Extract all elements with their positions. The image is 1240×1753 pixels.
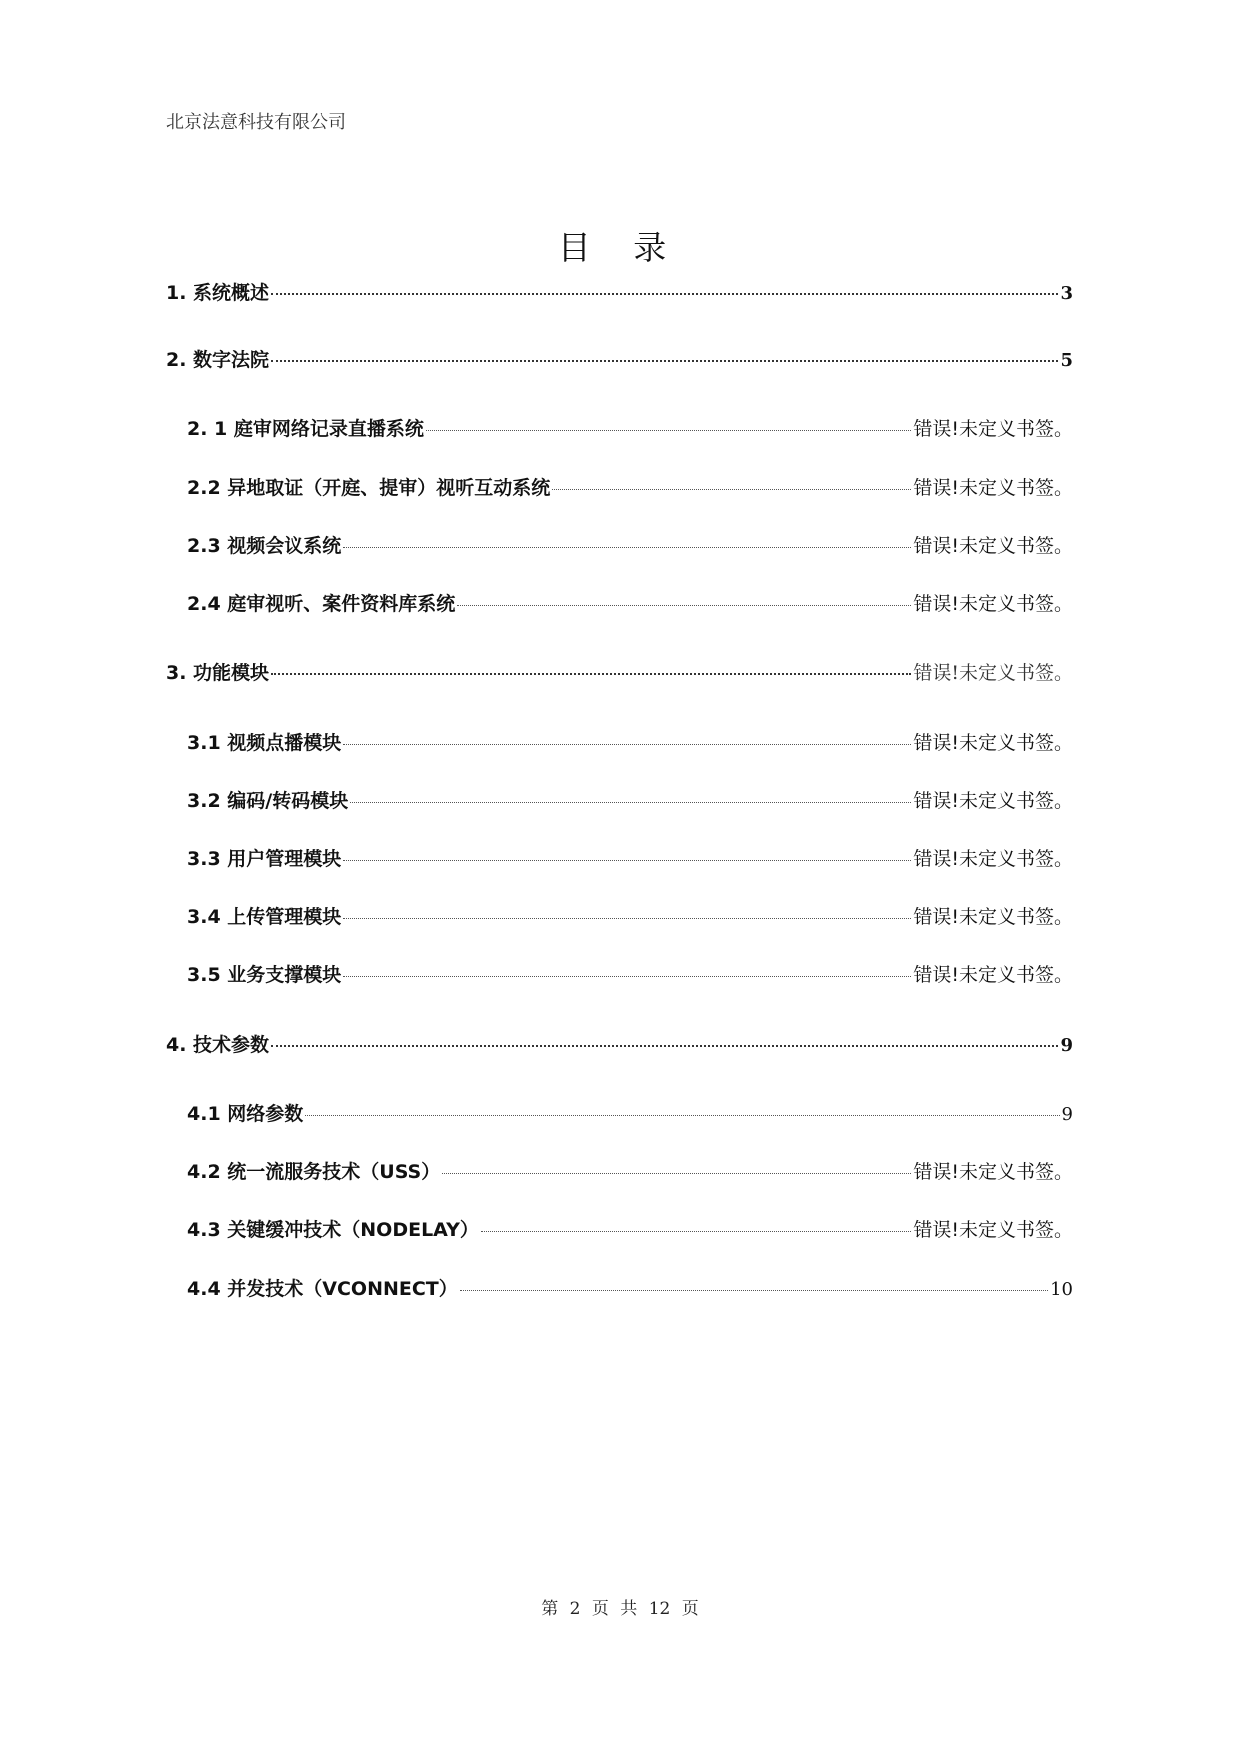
toc-entry-page: 错误!未定义书签。 (913, 418, 1073, 440)
toc-dot-leader (271, 673, 911, 675)
toc-entry-page: 错误!未定义书签。 (913, 593, 1073, 615)
toc-entry[interactable] (187, 414, 1073, 444)
toc-entry-label: 2. 1 庭审网络记录直播系统 (187, 418, 424, 440)
toc-title: 目 录 (557, 228, 683, 267)
toc-entry[interactable] (187, 589, 1073, 619)
toc-entry-label: 1. 系统概述 (166, 282, 270, 304)
toc-entry[interactable] (187, 473, 1073, 503)
toc-entry[interactable] (187, 1215, 1073, 1245)
toc-entry-page: 错误!未定义书签。 (913, 1161, 1073, 1183)
toc-entry-label: 4.4 并发技术（VCONNECT） (187, 1278, 458, 1300)
toc-dot-leader (442, 1173, 911, 1174)
toc-entry-page: 错误!未定义书签。 (913, 790, 1073, 812)
toc-entry-label: 3.3 用户管理模块 (187, 848, 342, 870)
toc-dot-leader (343, 918, 911, 919)
toc-entry-page: 错误!未定义书签。 (913, 906, 1073, 928)
toc-dot-leader (271, 1045, 1058, 1047)
toc-dot-leader (460, 1290, 1048, 1291)
toc-dot-leader (343, 744, 911, 745)
toc-entry-page: 5 (1060, 350, 1073, 371)
toc-dot-leader (343, 976, 911, 977)
toc-entry[interactable] (166, 345, 1073, 375)
toc-entry-label: 4.1 网络参数 (187, 1103, 304, 1125)
toc-entry-label: 4.2 统一流服务技术（USS） (187, 1161, 441, 1183)
toc-entry[interactable] (166, 658, 1073, 688)
page-footer-page-number: 第 2 页 共 12 页 (541, 1599, 699, 1619)
toc-entry-label: 3.2 编码/转码模块 (187, 790, 349, 812)
toc-entry[interactable] (166, 1030, 1073, 1060)
toc-entry-label: 2.3 视频会议系统 (187, 535, 342, 557)
toc-entry[interactable] (187, 902, 1073, 932)
toc-entry-page: 错误!未定义书签。 (913, 477, 1073, 499)
toc-entry-label: 3.4 上传管理模块 (187, 906, 342, 928)
toc-dot-leader (457, 605, 911, 606)
toc-entry-page: 错误!未定义书签。 (913, 848, 1073, 870)
toc-entry[interactable] (187, 1099, 1073, 1129)
toc-entry-label: 3.5 业务支撑模块 (187, 964, 342, 986)
toc-dot-leader (271, 293, 1058, 295)
toc-entry[interactable] (187, 844, 1073, 874)
toc-entry-label: 3. 功能模块 (166, 662, 270, 684)
toc-entry-page: 9 (1060, 1035, 1073, 1056)
toc-entry[interactable] (187, 1274, 1073, 1304)
toc-dot-leader (426, 430, 911, 431)
toc-entry-label: 4. 技术参数 (166, 1034, 270, 1056)
toc-entry-label: 4.3 关键缓冲技术（NODELAY） (187, 1219, 479, 1241)
toc-entry-label: 2.2 异地取证（开庭、提审）视听互动系统 (187, 477, 551, 499)
toc-dot-leader (343, 860, 911, 861)
toc-dot-leader (305, 1115, 1059, 1116)
toc-dot-leader (350, 802, 911, 803)
toc-entry-page: 10 (1050, 1279, 1073, 1300)
toc-entry-label: 2.4 庭审视听、案件资料库系统 (187, 593, 456, 615)
toc-entry-label: 3.1 视频点播模块 (187, 732, 342, 754)
toc-dot-leader (481, 1231, 912, 1232)
toc-entry[interactable] (187, 1157, 1073, 1187)
toc-entry[interactable] (187, 786, 1073, 816)
toc-entry[interactable] (166, 278, 1073, 308)
toc-entry-page: 错误!未定义书签。 (913, 732, 1073, 754)
header-company-name: 北京法意科技有限公司 (166, 112, 346, 133)
toc-dot-leader (552, 489, 911, 490)
toc-dot-leader (271, 360, 1058, 362)
toc-entry-page: 错误!未定义书签。 (913, 964, 1073, 986)
toc-entry-page: 错误!未定义书签。 (913, 535, 1073, 557)
toc-entry[interactable] (187, 960, 1073, 990)
toc-entry-page: 3 (1060, 283, 1073, 304)
toc-entry[interactable] (187, 531, 1073, 561)
toc-entry[interactable] (187, 728, 1073, 758)
toc-entry-page: 错误!未定义书签。 (913, 662, 1073, 684)
toc-entry-label: 2. 数字法院 (166, 349, 270, 371)
toc-dot-leader (343, 547, 911, 548)
toc-entry-page: 错误!未定义书签。 (913, 1219, 1073, 1241)
toc-entry-page: 9 (1061, 1104, 1073, 1125)
